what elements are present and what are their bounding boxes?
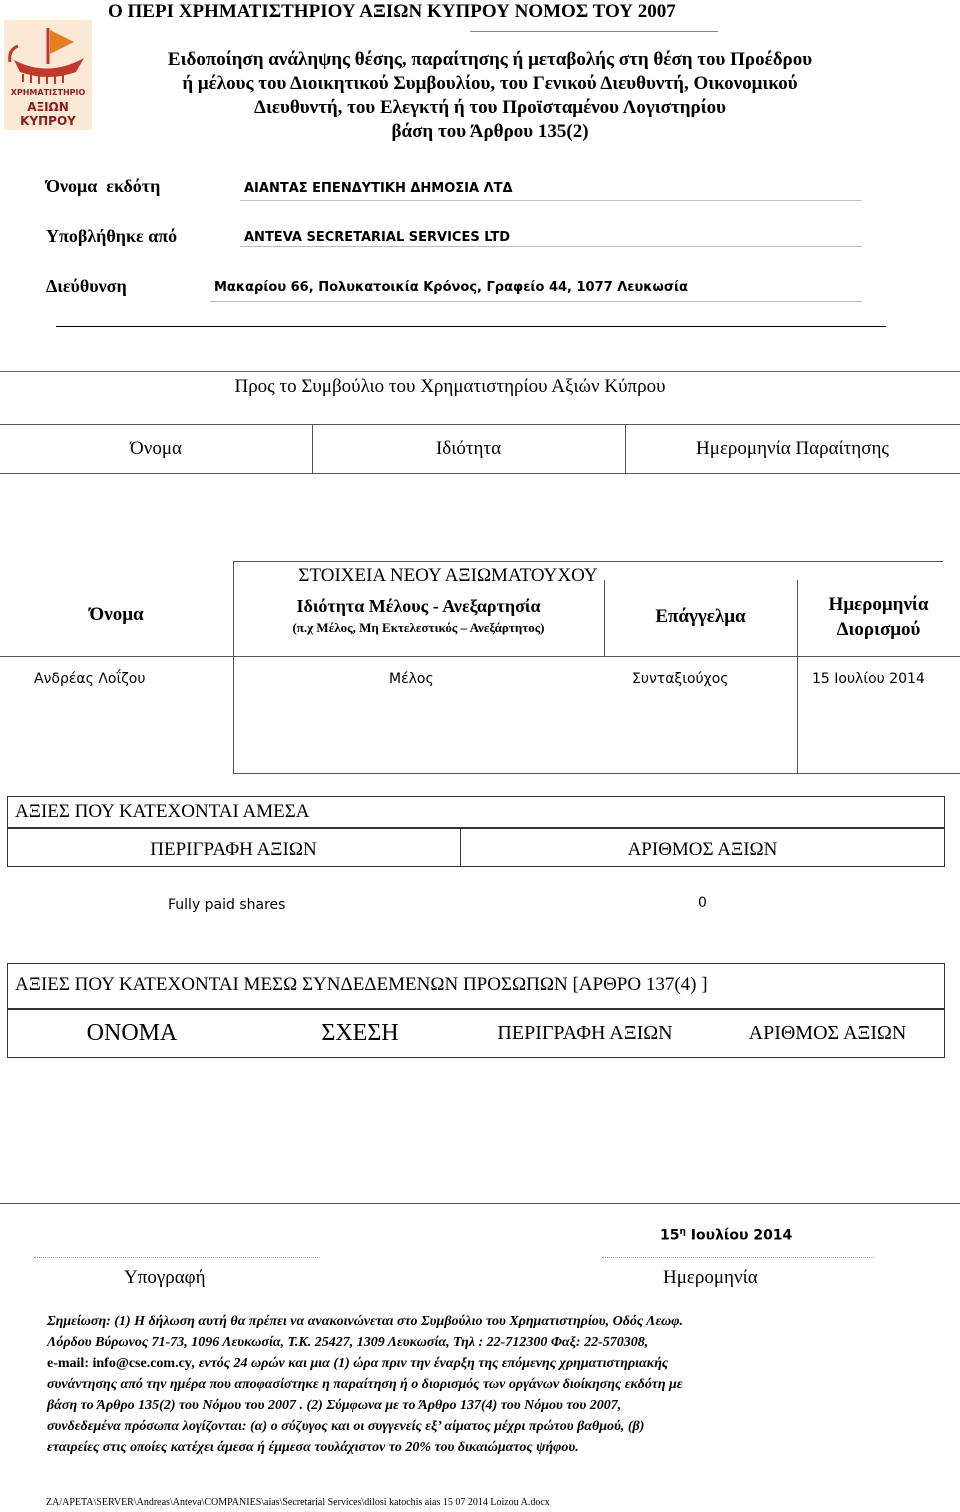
direct-shares-description-value: Fully paid shares <box>168 897 286 913</box>
logo-text-line-3: ΚΥΠΡΟΥ <box>20 114 76 128</box>
subtitle-line-3: Διευθυντή, του Ελεγκτή ή του Προϊσταμένου Λογιστηρίου <box>254 97 726 118</box>
direct-shares-description-header: ΠΕΡΙΓΡΑΦΗ ΑΞΙΩΝ <box>150 839 317 860</box>
cse-logo <box>4 20 92 130</box>
note-line-4: συνάντησης από την ημέρα που αποφασίστηκε η παραίτηση ή ο διορισμός των οργάνων διοίκησης εκδότη με <box>47 1377 683 1392</box>
footer-file-path: ZA/APETA\SERVER\Andreas\Anteva\COMPANIES\aias\Secretarial Services\dilosi katochis aias 15 07 2014 Loizou A.docx <box>46 1497 550 1508</box>
new-holder-table-bottom <box>233 773 960 774</box>
issuer-value: ΑΙΑΝΤΑΣ ΕΠΕΝΔΥΤΙΚΗ ΔΗΜΟΣΙΑ ΛΤΔ <box>244 181 513 196</box>
new-holder-profession-header: Επάγγελμα <box>655 606 746 627</box>
address-label: Διεύθυνση <box>46 276 127 296</box>
resignation-name-header: Όνομα <box>130 438 182 459</box>
address-value: Μακαρίου 66, Πολυκατοικία Κρόνος, Γραφείο 44, 1077 Λευκωσία <box>214 280 688 295</box>
direct-shares-title: ΑΞΙΕΣ ΠΟΥ ΚΑΤΕΧΟΝΤΑΙ ΑΜΕΣΑ <box>15 801 310 822</box>
new-holder-row-profession: Συνταξιούχος <box>632 671 729 687</box>
issuer-underline <box>240 200 862 201</box>
note-line-3-rest: , εντός 24 ωρών και μια (1) ώρα πριν την έναρξη της επόμενης χρηματιστηριακής <box>191 1356 669 1371</box>
subtitle-line-4: βάση του Άρθρου 135(2) <box>391 121 589 142</box>
indirect-shares-title: ΑΞΙΕΣ ΠΟΥ ΚΑΤΕΧΟΝΤΑΙ ΜΕΣΩ ΣΥΝΔΕΔΕΜΕΝΩΝ ΠΡΟΣΩΠΩΝ [ΑΡΘΡΟ 137(4) ] <box>15 974 708 995</box>
indirect-shares-description-header: ΠΕΡΙΓΡΑΦΗ ΑΞΙΩΝ <box>497 1022 673 1044</box>
note-line-5: βάση το Άρθρο 135(2) του Νόμου του 2007 . (2) Σύμφωνα με το Άρθρο 137(4) του Νόμου του 2007, <box>47 1398 622 1413</box>
note-line-6: συνδεδεμένα πρόσωπα λογίζονται: (α) ο σύζυγος και οι συγγενείς εξ’ αίματος μέχρι πρώτου βαθμού, (β) <box>47 1419 645 1434</box>
date-line <box>602 1257 874 1258</box>
new-holder-table-header-bottom <box>0 656 960 657</box>
signature-date-value <box>660 1227 792 1244</box>
resignation-table-header-bottom <box>0 473 960 474</box>
new-holder-date-header-1: Ημερομηνία <box>828 594 929 615</box>
section-divider-2 <box>0 371 960 372</box>
logo-text-line-2: ΑΞΙΩΝ <box>27 100 69 114</box>
title-underline <box>470 31 718 32</box>
new-holder-col-divider-1 <box>233 561 234 773</box>
submitted-by-label: Υποβλήθηκε από <box>46 226 178 246</box>
indirect-shares-number-header: ΑΡΙΘΜΟΣ ΑΞΙΩΝ <box>748 1022 907 1044</box>
date-label: Ημερομηνία <box>663 1267 758 1288</box>
new-holder-capacity-header: Ιδιότητα Μέλους - Ανεξαρτησία <box>296 596 541 616</box>
address-underline <box>210 301 862 302</box>
note-line-7: εταιρείες στις οποίες κατέχει άμεσα ή έμμεσα τουλάχιστον το 20% του δικαιώματος ψήφου. <box>47 1440 579 1455</box>
subtitle-line-1: Ειδοποίηση ανάληψης θέσης, παραίτησης ή μεταβολής στη θέση του Προέδρου <box>167 49 813 70</box>
note-line-2: Λόρδου Βύρωνος 71-73, 1096 Λευκωσία, Τ.Κ. 25427, 1309 Λευκωσία, Τηλ : 22-712300 Φαξ: 22-570308, <box>47 1335 649 1350</box>
indirect-shares-relation-header: ΣΧΕΣΗ <box>321 1020 399 1046</box>
issuer-label: Όνομα εκδότη <box>46 176 161 196</box>
submitted-by-underline <box>240 246 862 247</box>
note-block <box>47 1311 917 1458</box>
new-holder-date-header-2: Διορισμού <box>836 619 921 640</box>
resignation-date-header: Ημερομηνία Παραίτησης <box>696 438 889 459</box>
note-line-3 <box>47 1353 917 1374</box>
new-holder-row-date: 15 Ιουλίου 2014 <box>812 671 925 687</box>
addressee: Προς το Συμβούλιο του Χρηματιστηρίου Αξιών Κύπρου <box>234 376 666 397</box>
logo-text-line-1: ΧΡΗΜΑΤΙΣΤΗΡΙΟ <box>10 88 86 97</box>
signature-line <box>34 1257 320 1258</box>
signature-label: Υπογραφή <box>124 1267 206 1288</box>
indirect-shares-name-header: ΟΝΟΜΑ <box>86 1020 178 1046</box>
new-holder-row-capacity: Μέλος <box>389 671 434 687</box>
new-holder-table-top <box>233 561 943 562</box>
submitted-by-value: ANTEVA SECRETARIAL SERVICES LTD <box>244 230 511 245</box>
signature-date-day: 15 <box>660 1227 680 1244</box>
indirect-shares-bottom-rule <box>0 1203 960 1204</box>
signature-date-rest: Ιουλίου 2014 <box>690 1227 793 1244</box>
resignation-capacity-header: Ιδιότητα <box>435 438 502 459</box>
document-subtitle <box>100 48 880 144</box>
new-holder-capacity-example: (π.χ Μέλος, Μη Εκτελεστικός – Ανεξάρτητος) <box>292 620 545 635</box>
new-holder-section-title: ΣΤΟΙΧΕΙΑ ΝΕΟΥ ΑΞΙΩΜΑΤΟΥΧΟΥ <box>298 565 598 586</box>
direct-shares-number-header: ΑΡΙΘΜΟΣ ΑΞΙΩΝ <box>627 839 778 860</box>
direct-shares-number-value: 0 <box>698 895 707 911</box>
note-line-1: Σημείωση: (1) Η δήλωση αυτή θα πρέπει να ανακοινώνεται στο Συμβούλιο του Χρηματιστηρίου, Οδός Λεωφ. <box>47 1314 683 1329</box>
document-title: Ο ΠΕΡΙ ΧΡΗΜΑΤΙΣΤΗΡΙΟΥ ΑΞΙΩΝ ΚΥΠΡΟΥ ΝΟΜΟΣ ΤΟΥ 2007 <box>108 1 676 22</box>
signature-date-sup: η <box>679 1227 686 1237</box>
resignation-table-top <box>0 424 960 425</box>
new-holder-row-name: Ανδρέας Λοΐζου <box>34 671 146 687</box>
note-email[interactable]: e-mail: info@cse.com.cy <box>47 1356 192 1371</box>
section-divider-1 <box>56 326 886 327</box>
new-holder-name-header: Όνομα <box>89 604 144 625</box>
subtitle-line-2: ή μέλους του Διοικητικού Συμβουλίου, του Γενικού Διευθυντή, Οικονομικού <box>182 73 798 94</box>
